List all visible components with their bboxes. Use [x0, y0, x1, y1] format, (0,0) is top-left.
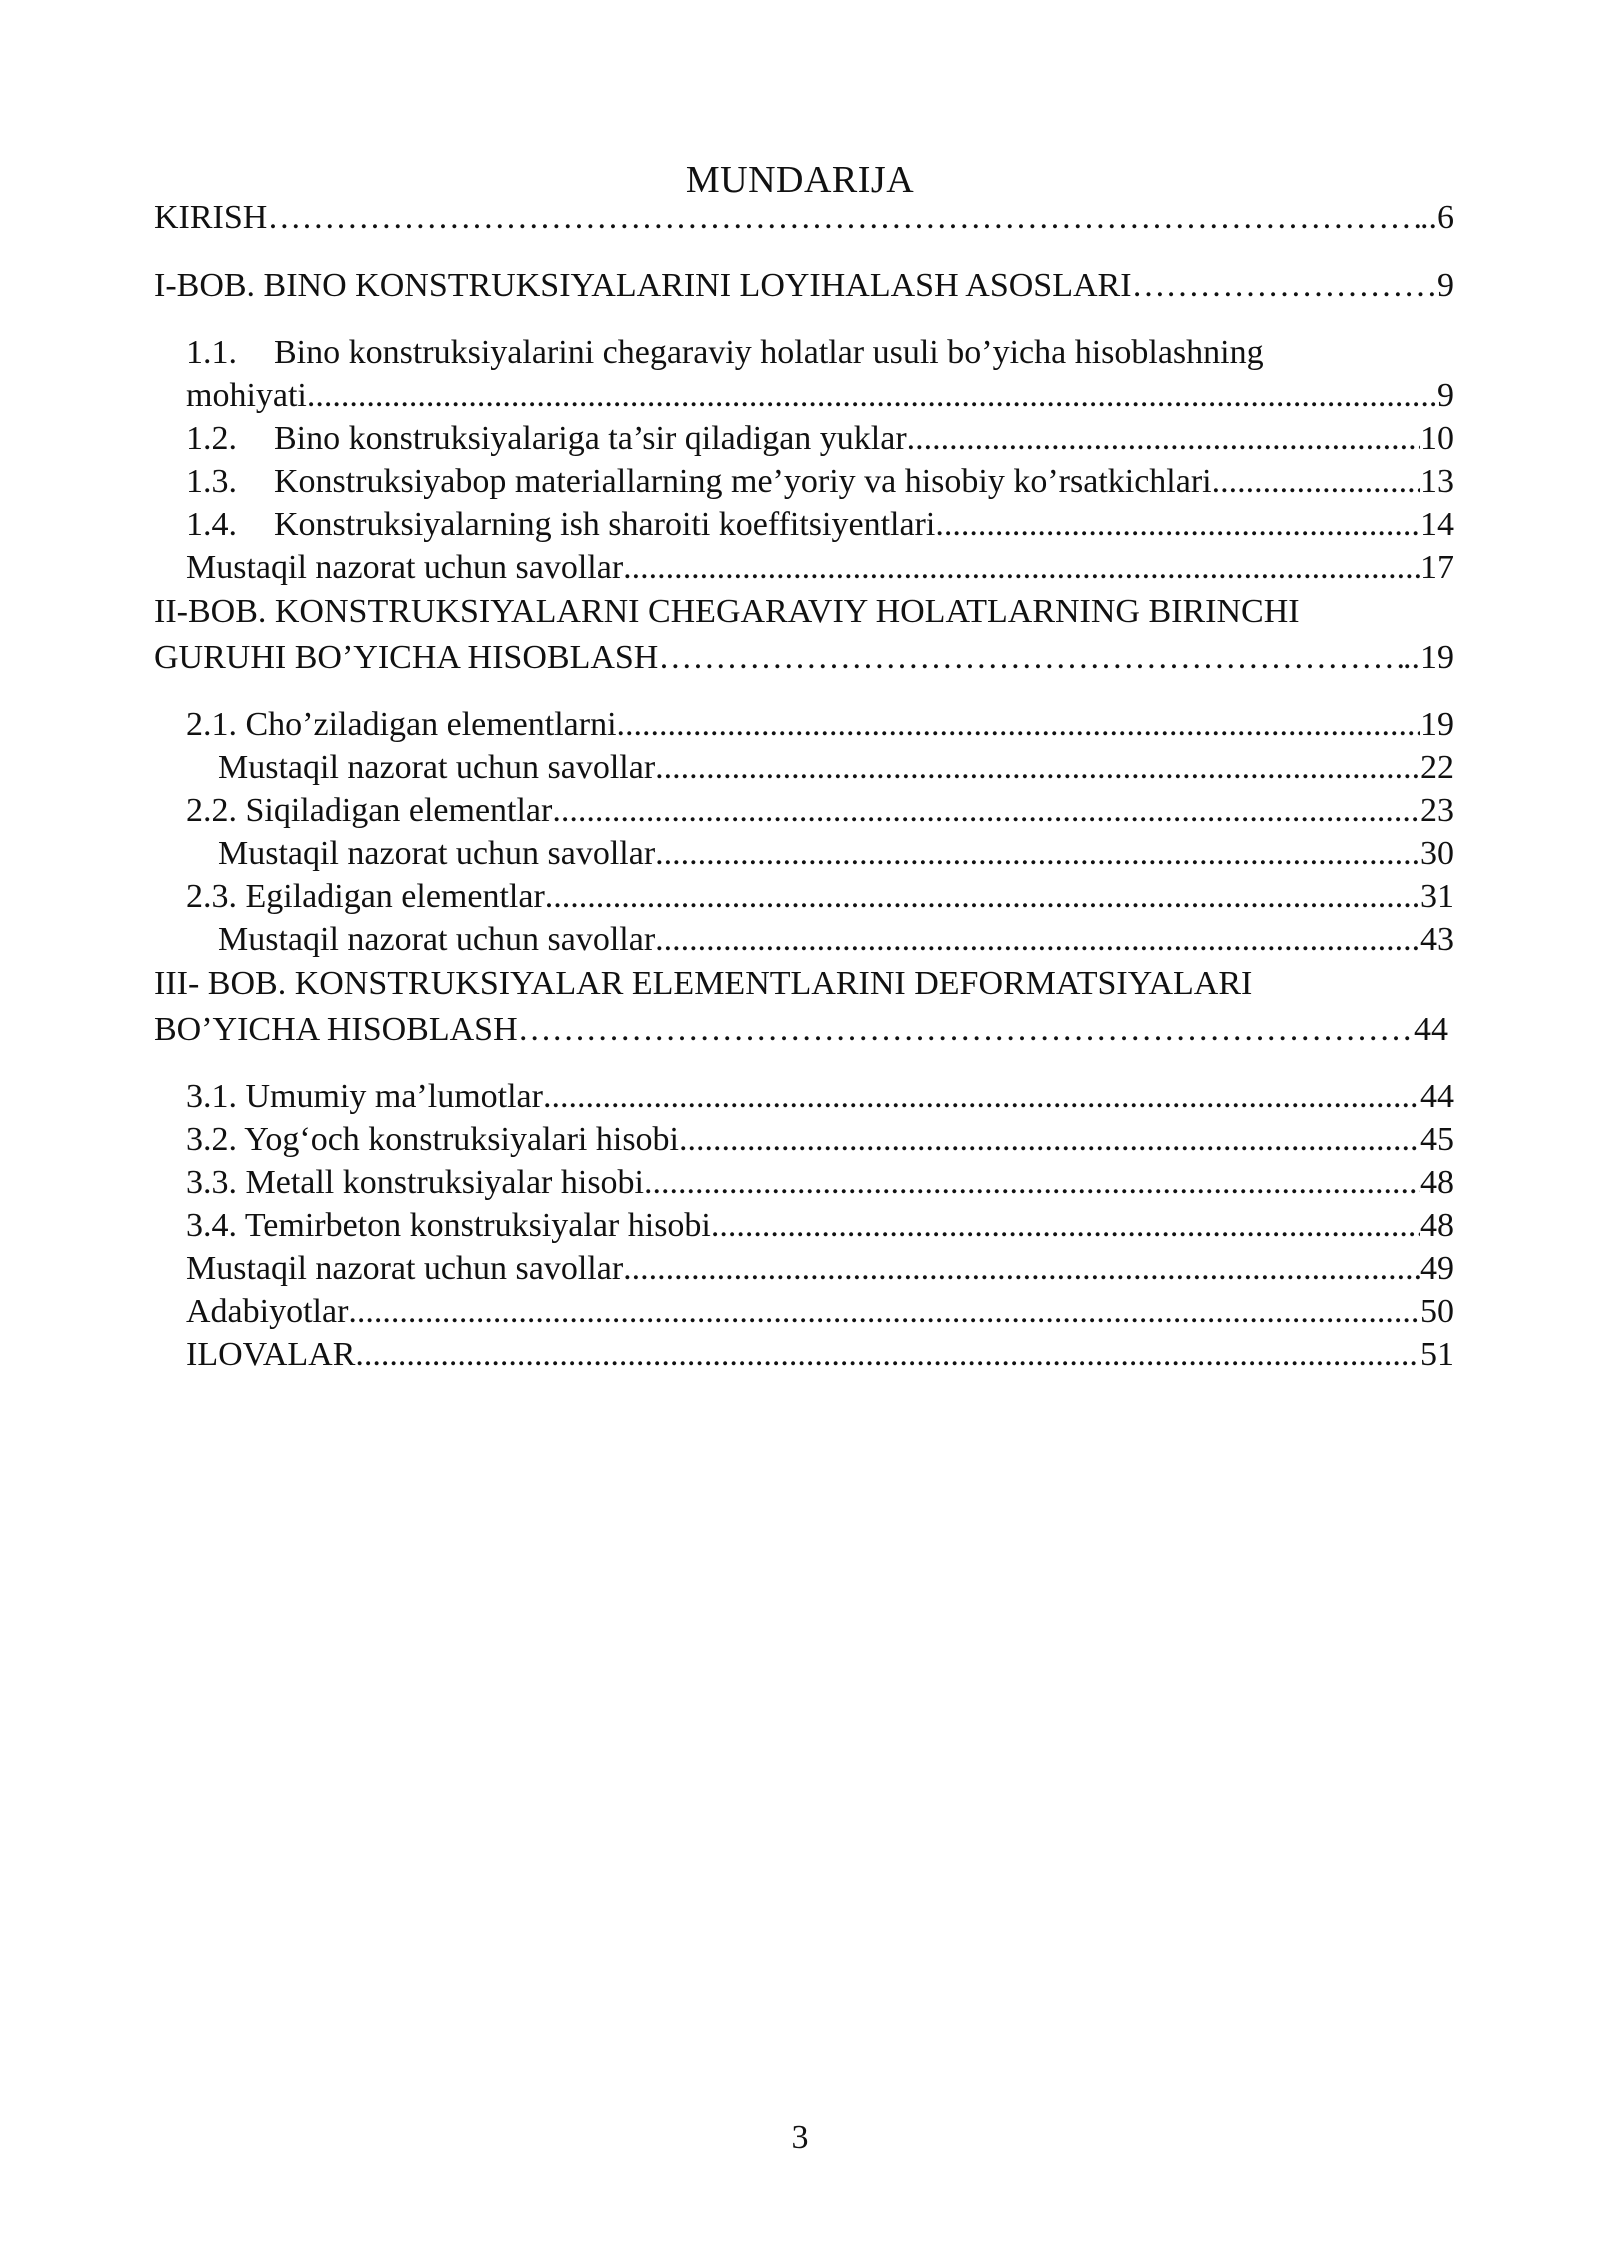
toc-label: Mustaqil nazorat uchun savollar — [218, 835, 656, 872]
toc-label: KIRISH — [154, 199, 268, 236]
toc-entry-bob3-line1 — [154, 961, 1454, 1007]
dot-leader — [644, 1161, 1420, 1204]
toc-page: 9 — [1437, 377, 1454, 414]
toc-entry-s14 — [154, 503, 1454, 546]
toc-label: Konstruksiyabop materiallarning me’yoriy va hisobiy ko’rsatkichlari — [274, 463, 1212, 500]
toc-label: III- BOB. KONSTRUKSIYALAR ELEMENTLARINI DEFORMATSIYALARI — [154, 965, 1253, 1002]
dot-leader — [617, 703, 1420, 746]
toc-label: II-BOB. KONSTRUKSIYALARNI CHEGARAVIY HOLATLARNING BIRINCHI — [154, 593, 1300, 630]
toc-page: 22 — [1420, 749, 1454, 786]
toc-number: 1.2. — [186, 420, 237, 457]
dot-leader — [907, 417, 1420, 460]
toc-page: 50 — [1420, 1293, 1454, 1330]
toc-page: 19 — [1420, 706, 1454, 743]
toc-label: BO’YICHA HISOBLASH — [154, 1011, 518, 1048]
toc-entry-s22 — [154, 789, 1454, 832]
toc-entry-questions-1 — [154, 546, 1454, 589]
toc-page: 48 — [1420, 1164, 1454, 1201]
dot-leader — [711, 1204, 1420, 1247]
toc-label: mohiyati — [186, 377, 307, 414]
toc-entry-ilovalar — [154, 1333, 1454, 1376]
dot-leader — [545, 875, 1420, 918]
toc-entry-s13 — [154, 460, 1454, 503]
toc-label: 3.4. Temirbeton konstruksiyalar hisobi — [186, 1207, 711, 1244]
toc-label: 2.3. Egiladigan elementlar — [186, 878, 545, 915]
dot-leader — [543, 1075, 1420, 1118]
toc-label: 3.3. Metall konstruksiyalar hisobi — [186, 1164, 645, 1201]
toc-entry-questions-23 — [154, 918, 1454, 961]
toc-page: 17 — [1420, 549, 1454, 586]
toc-page: 30 — [1420, 835, 1454, 872]
dot-leader — [307, 374, 1437, 417]
dot-leader — [355, 1333, 1420, 1376]
toc-entry-kirish — [154, 195, 1454, 241]
toc-entry-bob2-line1 — [154, 589, 1454, 635]
toc-entry-questions-21 — [154, 746, 1454, 789]
toc-page: 48 — [1420, 1207, 1454, 1244]
toc-label: Mustaqil nazorat uchun savollar — [186, 549, 624, 586]
dot-leader — [1212, 460, 1420, 503]
toc-number: 1.1. — [186, 334, 237, 371]
toc-page: 23 — [1420, 792, 1454, 829]
toc-entry-s23 — [154, 875, 1454, 918]
toc-label: Mustaqil nazorat uchun savollar — [218, 921, 656, 958]
toc-page: 51 — [1420, 1336, 1454, 1373]
toc-entry-bob3-line2 — [154, 1007, 1448, 1053]
toc-entry-s11-line2 — [154, 374, 1454, 417]
toc-page: 44 — [1414, 1011, 1448, 1048]
toc-page: 9 — [1437, 267, 1454, 304]
dot-leader — [267, 195, 1420, 241]
toc-page: ..6 — [1420, 199, 1454, 236]
dot-leader — [348, 1290, 1420, 1333]
page-number: 3 — [791, 2119, 809, 2156]
dot-leader — [655, 832, 1420, 875]
toc-page: 31 — [1420, 878, 1454, 915]
dot-leader — [1132, 263, 1437, 309]
dot-leader — [552, 789, 1420, 832]
page-title: MUNDARIJA — [685, 159, 915, 201]
toc-label: Mustaqil nazorat uchun savollar — [186, 1250, 624, 1287]
table-of-contents — [154, 195, 1454, 1376]
toc-label: I-BOB. BINO KONSTRUKSIYALARINI LOYIHALASH ASOSLARI — [154, 267, 1132, 304]
toc-label: Bino konstruksiyalarini chegaraviy holatlar usuli bo’yicha hisoblashning — [274, 334, 1264, 371]
toc-label: GURUHI BO’YICHA HISOBLASH — [154, 639, 659, 676]
toc-entry-s12 — [154, 417, 1454, 460]
toc-number: 1.4. — [186, 506, 237, 543]
toc-entry-s33 — [154, 1161, 1454, 1204]
toc-page: 49 — [1420, 1250, 1454, 1287]
toc-label: 3.1. Umumiy ma’lumotlar — [186, 1078, 543, 1115]
toc-label: Konstruksiyalarning ish sharoiti koeffitsiyentlari — [274, 506, 936, 543]
dot-leader — [623, 1247, 1420, 1290]
toc-label: ILOVALAR — [186, 1336, 356, 1373]
toc-number: 1.3. — [186, 463, 237, 500]
toc-page: 43 — [1420, 921, 1454, 958]
toc-page: 10 — [1420, 420, 1454, 457]
toc-entry-s11-line1 — [154, 331, 1454, 374]
toc-label: Mustaqil nazorat uchun savollar — [218, 749, 656, 786]
dot-leader — [679, 1118, 1420, 1161]
toc-page: ..19 — [1403, 639, 1454, 676]
toc-page: 13 — [1420, 463, 1454, 500]
dot-leader — [518, 1007, 1414, 1053]
toc-entry-s32 — [154, 1118, 1454, 1161]
toc-label: Bino konstruksiyalariga ta’sir qiladigan yuklar — [274, 420, 907, 457]
dot-leader — [655, 746, 1420, 789]
toc-label: 3.2. Yog‘och konstruksiyalari hisobi — [186, 1121, 679, 1158]
toc-entry-bob2-line2 — [154, 635, 1454, 681]
toc-page: 14 — [1420, 506, 1454, 543]
toc-label: 2.1. Cho’ziladigan elementlarni — [186, 706, 617, 743]
dot-leader — [623, 546, 1420, 589]
toc-label: Adabiyotlar — [186, 1293, 349, 1330]
dot-leader — [935, 503, 1420, 546]
toc-entry-adabiyotlar — [154, 1290, 1454, 1333]
toc-entry-s21 — [154, 703, 1454, 746]
toc-entry-s31 — [154, 1075, 1454, 1118]
toc-page: 45 — [1420, 1121, 1454, 1158]
toc-page: 44 — [1420, 1078, 1454, 1115]
toc-entry-questions-22 — [154, 832, 1454, 875]
toc-entry-questions-3 — [154, 1247, 1454, 1290]
toc-entry-bob1 — [154, 263, 1454, 309]
dot-leader — [655, 918, 1420, 961]
toc-entry-s34 — [154, 1204, 1454, 1247]
toc-label: 2.2. Siqiladigan elementlar — [186, 792, 553, 829]
dot-leader — [658, 635, 1403, 681]
